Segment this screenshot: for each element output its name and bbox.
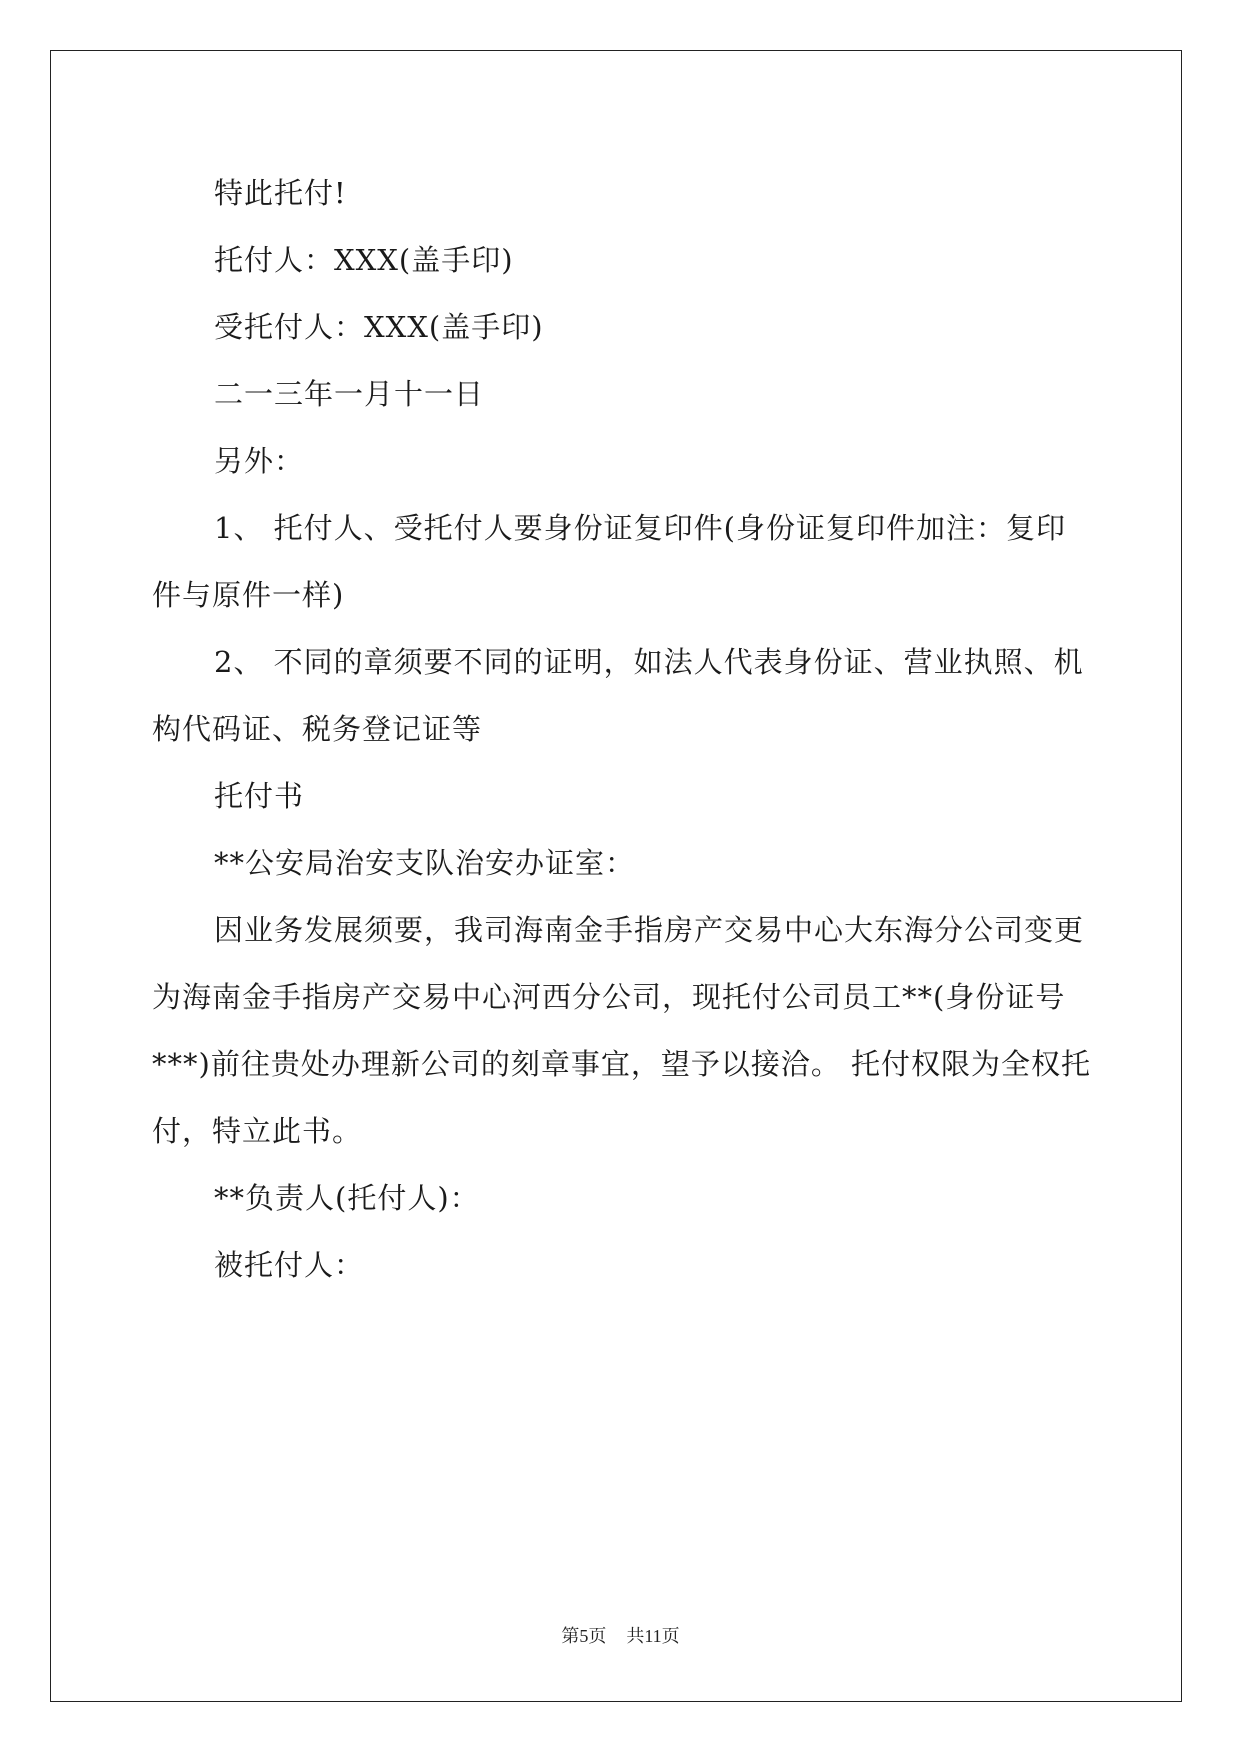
date-line: 二一三年一月十一日 — [214, 377, 485, 411]
delegate-line: 被托付人： — [214, 1248, 365, 1282]
page-footer — [0, 1622, 1241, 1648]
closing-line: 特此托付! — [214, 176, 347, 210]
additional-heading: 另外： — [214, 444, 305, 478]
note-item-1: 1、 托付人、受托付人要身份证复印件(身份证复印件加注：复印件与原件一样) — [152, 511, 1066, 612]
principal-line: 托付人：XXX(盖手印) — [214, 243, 514, 277]
note-item-2: 2、 不同的章须要不同的证明，如法人代表身份证、营业执照、机构代码证、税务登记证等 — [152, 645, 1084, 746]
page-number: 第5页 — [561, 1626, 607, 1646]
main-paragraph: 因业务发展须要，我司海南金手指房产交易中心大东海分公司变更为海南金手指房产交易中心河西分公司，现托付公司员工**(身份证号***)前往贵处办理新公司的刻章事宜，望予以接洽。 托付权限为全权托付，特立此书。 — [152, 913, 1092, 1148]
addressee-line: **公安局治安支队治安办证室： — [214, 846, 636, 880]
section-title: 托付书 — [214, 779, 305, 813]
document-body — [152, 160, 1092, 1299]
signatory-line: **负责人(托付人)： — [214, 1181, 480, 1215]
agent-line: 受托付人：XXX(盖手印) — [214, 310, 544, 344]
page-total: 共11页 — [626, 1626, 680, 1646]
